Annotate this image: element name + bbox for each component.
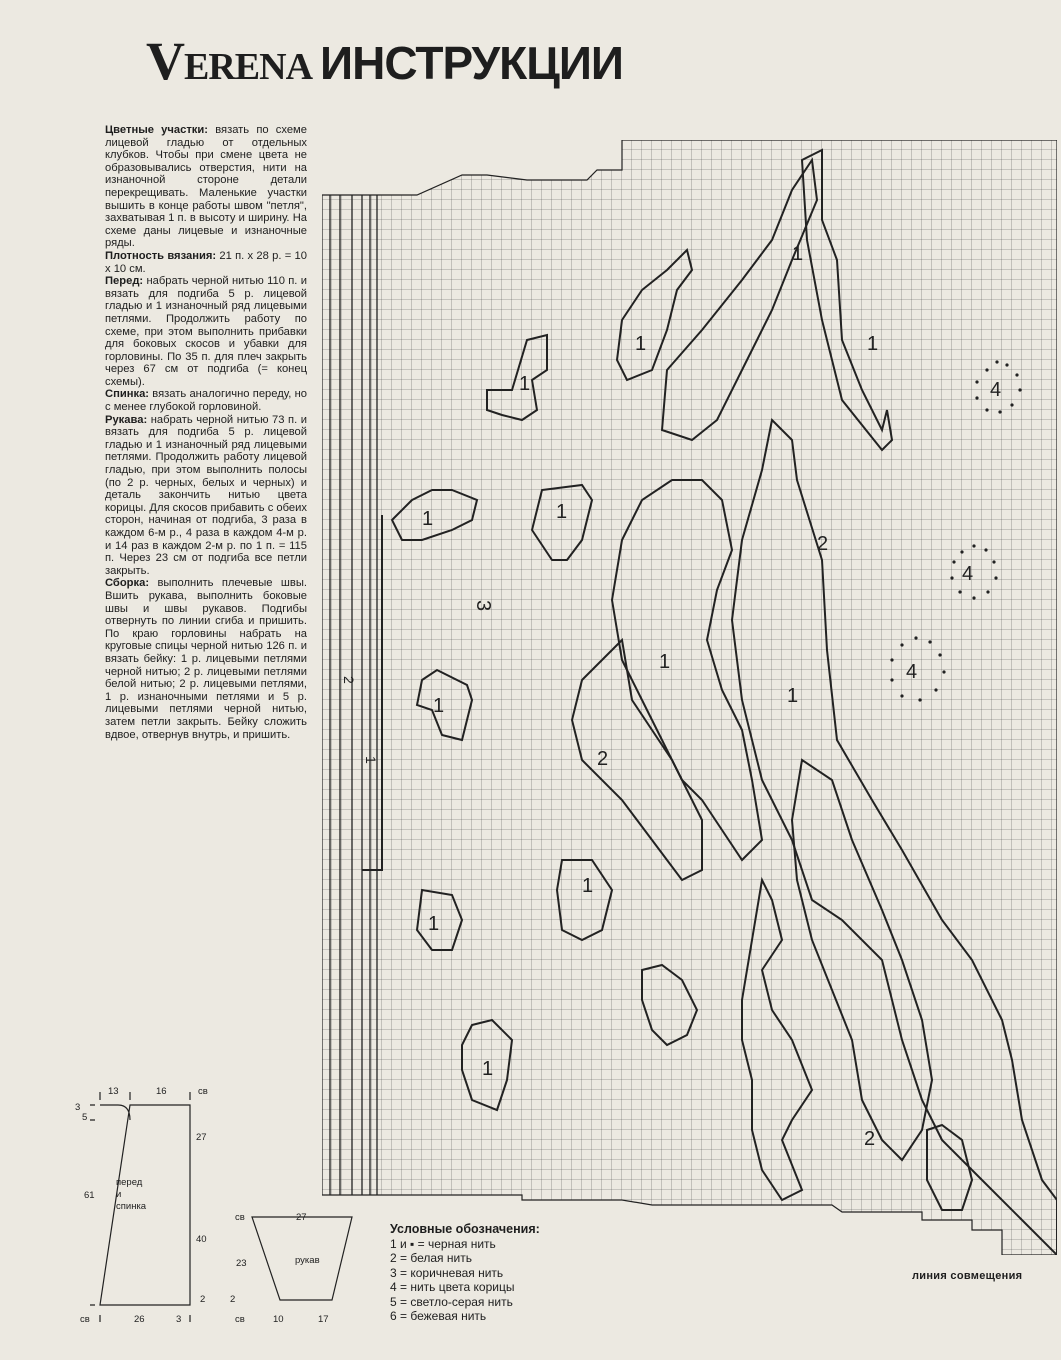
svg-text:27: 27 (196, 1132, 207, 1143)
svg-text:10: 10 (273, 1314, 284, 1325)
chart-legend (390, 1222, 540, 1324)
svg-text:св: св (235, 1212, 245, 1223)
chart-symbol: 3 (472, 600, 494, 612)
svg-text:13: 13 (108, 1086, 119, 1097)
chart-symbol: 1 (422, 508, 434, 530)
instruction-paragraph: Сборка: выполнить плечевые швы. Вшить рукава, выполнить боковые швы и швы рукавов. Подгибы отвернуть по линии сгиба и пришить. По краю горловины набрать на круговые спицы черной нитью 126 п. и вязать бейку: 1 р. лицевыми петлями черной нитью; 2 р. лицевыми петлями белой нитью; 2 р. лицевыми петлями, 1 р. изнаночными петлями и 5 р. лицевыми петлями черной нитью, затем петли закрыть. Бейку сложить вдвое, отвернув внутрь, и пришить. (105, 577, 307, 741)
legend-item: 2 = белая нить (390, 1251, 472, 1265)
front-label: перед (116, 1177, 143, 1188)
heading: ИНСТРУКЦИИ (320, 37, 623, 89)
chart-symbol: 1 (582, 875, 594, 897)
svg-text:св: св (80, 1314, 90, 1325)
chart-symbol: 1 (792, 243, 804, 265)
legend-item: 4 = нить цвета корицы (390, 1280, 515, 1294)
svg-text:2: 2 (200, 1294, 206, 1305)
sleeve-label: рукав (295, 1255, 320, 1266)
chart-grid (322, 140, 1057, 1255)
schema-labels (75, 1086, 329, 1325)
chart-symbol: 4 (990, 379, 1002, 401)
legend-item: 1 и ▪ = черная нить (390, 1236, 496, 1251)
chart-symbol: 1 (659, 651, 671, 673)
svg-text:3: 3 (176, 1314, 182, 1325)
chart-symbol: 1 (428, 913, 440, 935)
alignment-line-label: линия совмещения (912, 1270, 1023, 1282)
svg-text:св: св (198, 1086, 208, 1097)
svg-text:3: 3 (75, 1102, 81, 1113)
front-label: и (116, 1189, 122, 1200)
svg-text:26: 26 (134, 1314, 145, 1325)
instruction-paragraph: Перед: набрать черной нитью 110 п. и вязать для подгиба 5 р. лицевой гладью и 1 изнаночный ряд лицевыми петлями. Продолжить работу по схеме, при этом выполнить прибавки для боковых скосов и убавки для горловины. По 35 п. для плеч закрыть через 67 см от подгиба (= конец схемы). (105, 275, 307, 388)
svg-text:св: св (235, 1314, 245, 1325)
svg-text:16: 16 (156, 1086, 167, 1097)
legend-item: 6 = бежевая нить (390, 1309, 487, 1323)
chart-symbol: 1 (635, 333, 647, 355)
legend-item: 5 = светло-серая нить (390, 1294, 513, 1309)
brand-name: VERENA (146, 31, 313, 91)
chart-symbol: 1 (363, 756, 379, 764)
instruction-paragraph: Цветные участки: вязать по схеме лицевой гладью от отдельных клубков. Чтобы при смене цвета не образовывались отверстия, нити на изнаночной стороне детали перекрещивать. Маленькие участки вышить в конце работы швом "петля", захватывая 1 п. в высоту и ширину. На схеме даны лицевые и изнаночные ряды. (105, 124, 307, 250)
svg-text:27: 27 (296, 1212, 307, 1223)
instruction-paragraph: Спинка: вязать аналогично переду, но с менее глубокой горловиной. (105, 388, 307, 414)
chart-symbol: 1 (433, 695, 445, 717)
legend-title: Условные обозначения: (390, 1222, 540, 1236)
chart-symbol: 4 (962, 563, 974, 585)
instructions-column (105, 124, 307, 741)
svg-text:17: 17 (318, 1314, 329, 1325)
svg-text:40: 40 (196, 1234, 207, 1245)
chart-symbol: 2 (341, 676, 357, 684)
knitting-chart (322, 140, 1057, 1260)
instruction-paragraph: Рукава: набрать черной нитью 73 п. и вязать для подгиба 5 р. лицевой гладью и 1 изнаночный ряд лицевыми петлями. Продолжить работу лицевой гладью, при этом выполнить полосы (по 2 р. черных, белых и черных) и деталь закончить нитью цвета корицы. Для скосов прибавить с обеих сторон, начиная от подгиба, 3 раза в каждом 6-м р., 4 раза в каждом 4-м р. и 14 раз в каждом 2-м р. по 1 п. = 115 п. Через 23 см от подгиба все петли закрыть. (105, 413, 307, 577)
svg-text:23: 23 (236, 1258, 247, 1269)
svg-text:5: 5 (82, 1112, 88, 1123)
chart-symbol: 1 (519, 373, 531, 395)
chart-symbol: 1 (556, 501, 568, 523)
chart-symbol: 4 (906, 661, 918, 683)
svg-text:61: 61 (84, 1190, 95, 1201)
chart-symbol: 2 (597, 748, 609, 770)
chart-symbol: 2 (817, 533, 829, 555)
svg-text:2: 2 (230, 1294, 236, 1305)
chart-symbol: 1 (482, 1058, 494, 1080)
chart-symbol: 2 (864, 1128, 876, 1150)
instruction-paragraph: Плотность вязания: 21 п. х 28 р. = 10 х 10 см. (105, 249, 308, 275)
chart-symbol: 1 (867, 333, 879, 355)
front-label: спинка (116, 1201, 147, 1212)
chart-symbol: 1 (787, 685, 799, 707)
schema-drawing (70, 1080, 360, 1330)
garment-schema (70, 1080, 360, 1335)
legend-item: 3 = коричневая нить (390, 1265, 504, 1280)
page-title (146, 31, 623, 91)
